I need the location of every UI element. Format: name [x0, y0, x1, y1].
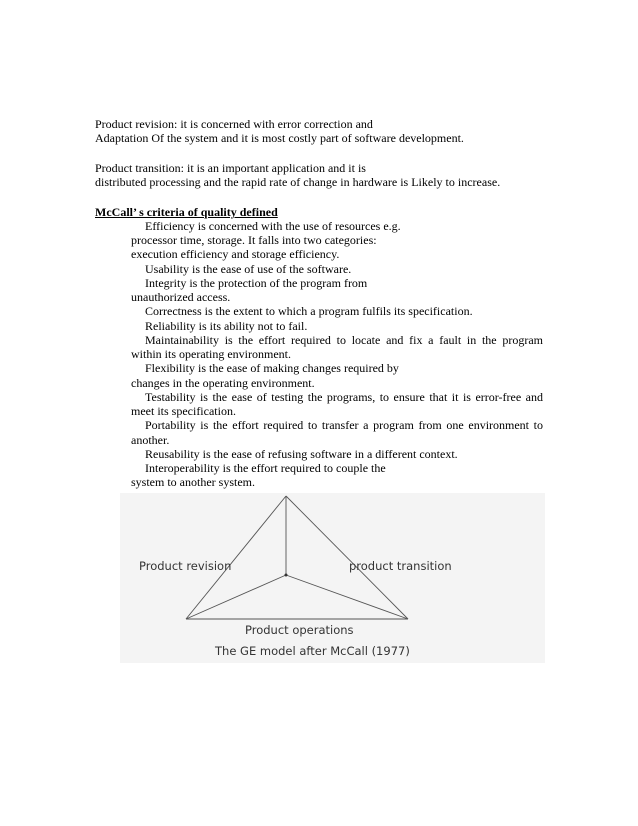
criteria-line: system to another system. — [131, 475, 255, 489]
criteria-line: within its operating environment. — [131, 347, 291, 361]
criteria-line: changes in the operating environment. — [131, 376, 315, 390]
figure-caption: The GE model after McCall (1977) — [215, 644, 410, 658]
criteria-line: Flexibility is the ease of making changes required by — [145, 361, 399, 375]
revision-line-1: Product revision: it is concerned with error correction and — [95, 117, 373, 131]
label-product-operations: Product operations — [245, 623, 354, 637]
criteria-line: Testability is the ease of testing the programs, to ensure that it is error-free and — [145, 390, 543, 404]
criteria-line: Reliability is its ability not to fail. — [145, 319, 308, 333]
criteria-line: Portability is the effort required to transfer a program from one environment to — [145, 418, 543, 432]
figure-background — [120, 493, 545, 663]
label-product-revision: Product revision — [139, 559, 232, 573]
criteria-line: processor time, storage. It falls into two categories: — [131, 233, 377, 247]
ge-model-diagram — [120, 493, 545, 663]
center-vertex — [285, 574, 288, 577]
criteria-line: Usability is the ease of use of the software. — [145, 262, 352, 276]
criteria-line: Reusability is the ease of refusing software in a different context. — [145, 447, 458, 461]
criteria-line: Correctness is the extent to which a program fulfils its specification. — [145, 304, 473, 318]
section-heading: McCall’ s criteria of quality defined — [95, 205, 278, 219]
criteria-line: execution efficiency and storage efficiency. — [131, 247, 340, 261]
transition-line-2: distributed processing and the rapid rate of change in hardware is Likely to increase. — [95, 175, 501, 189]
criteria-line: Integrity is the protection of the program from — [145, 276, 368, 290]
criteria-line: Interoperability is the effort required to couple the — [145, 461, 386, 475]
revision-line-2: Adaptation Of the system and it is most costly part of software development. — [95, 131, 464, 145]
criteria-line: meet its specification. — [131, 404, 236, 418]
criteria-line: Maintainability is the effort required to locate and fix a fault in the program — [145, 333, 543, 347]
label-product-transition: product transition — [349, 559, 452, 573]
criteria-line: unauthorized access. — [131, 290, 231, 304]
transition-line-1: Product transition: it is an important application and it is — [95, 161, 366, 175]
criteria-line: Efficiency is concerned with the use of resources e.g. — [145, 219, 401, 233]
criteria-line: another. — [131, 433, 170, 447]
